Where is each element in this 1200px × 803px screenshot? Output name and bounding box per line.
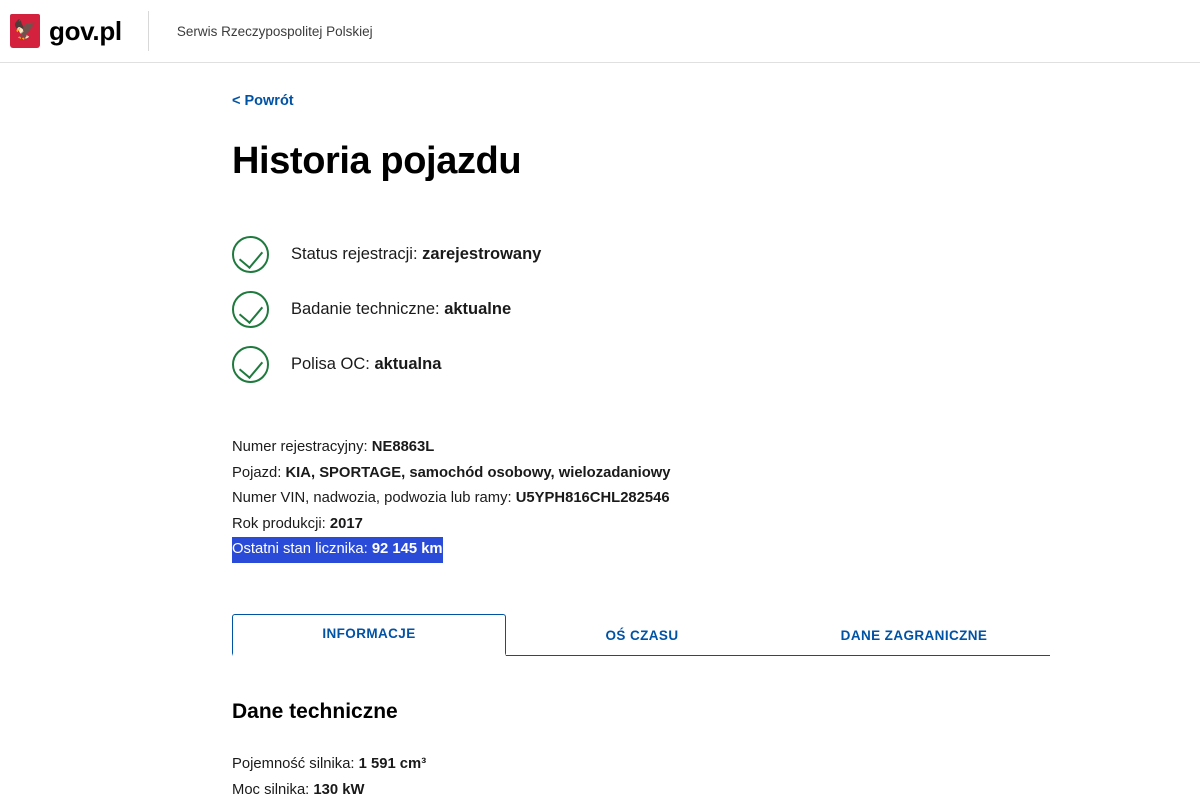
status-registration-label: Status rejestracji:	[291, 245, 418, 263]
check-circle-icon	[232, 236, 269, 273]
detail-mileage-label: Ostatni stan licznika:	[232, 541, 368, 558]
spec-engine-power-label: Moc silnika:	[232, 781, 310, 798]
detail-mileage-selected[interactable]	[232, 537, 443, 563]
site-header	[0, 0, 1200, 63]
check-circle-icon	[232, 346, 269, 383]
status-insurance	[291, 355, 441, 374]
detail-vehicle-value: KIA, SPORTAGE, samochód osobowy, wielozadaniowy	[285, 464, 671, 481]
detail-vehicle	[232, 465, 671, 481]
detail-vin-value: U5YPH816CHL282546	[515, 490, 670, 507]
detail-plate-label: Numer rejestracyjny:	[232, 439, 368, 455]
page-title: Historia pojazdu	[232, 140, 522, 182]
spec-row-engine-power	[232, 778, 1160, 803]
technical-specs	[232, 752, 1160, 803]
status-row	[232, 337, 1160, 392]
detail-vehicle-label: Pojazd:	[232, 464, 282, 481]
service-name: Serwis Rzeczypospolitej Polskiej	[176, 23, 373, 39]
brand-name: gov.pl	[49, 15, 122, 46]
back-link[interactable]: < Powrót	[232, 93, 294, 109]
status-inspection-label: Badanie techniczne:	[291, 300, 440, 318]
tab-informacje[interactable]: INFORMACJE	[232, 614, 506, 656]
detail-plate-value: NE8863L	[371, 439, 435, 455]
detail-year	[232, 516, 363, 532]
detail-mileage-value: 92 145 km	[371, 541, 443, 558]
detail-year-label: Rok produkcji:	[232, 515, 326, 532]
brand-logo[interactable]	[10, 14, 122, 48]
status-registration	[291, 245, 541, 264]
status-list	[232, 227, 1160, 392]
tab-dane-zagraniczne[interactable]: DANE ZAGRANICZNE	[840, 627, 988, 643]
header-divider	[148, 11, 149, 51]
tab-bar	[232, 615, 1050, 656]
detail-row-year	[232, 512, 1160, 538]
eagle-glyph: 🦅	[13, 20, 37, 41]
page-content	[0, 63, 1200, 803]
detail-plate	[232, 439, 434, 455]
tab-os-czasu[interactable]: OŚ CZASU	[605, 627, 679, 643]
status-inspection-value: aktualne	[444, 300, 512, 318]
detail-row-vehicle	[232, 461, 1160, 487]
status-insurance-value: aktualna	[374, 355, 442, 373]
detail-row-plate	[232, 435, 1160, 461]
detail-vin	[232, 490, 670, 506]
status-row	[232, 227, 1160, 282]
spec-engine-capacity-value: 1 591 cm³	[358, 755, 427, 772]
status-registration-value: zarejestrowany	[422, 245, 542, 263]
spec-engine-capacity-label: Pojemność silnika:	[232, 755, 355, 772]
detail-row-mileage	[232, 537, 1160, 563]
section-title-dane-techniczne: Dane techniczne	[232, 699, 398, 723]
status-inspection	[291, 300, 511, 319]
detail-row-vin	[232, 486, 1160, 512]
detail-vin-label: Numer VIN, nadwozia, podwozia lub ramy:	[232, 490, 512, 507]
vehicle-details	[232, 435, 1160, 563]
detail-year-value: 2017	[329, 515, 363, 532]
status-insurance-label: Polisa OC:	[291, 355, 370, 373]
polish-eagle-emblem-icon	[10, 14, 40, 48]
check-circle-icon	[232, 291, 269, 328]
spec-row-engine-capacity	[232, 752, 1160, 778]
status-row	[232, 282, 1160, 337]
spec-engine-power-value: 130 kW	[313, 781, 365, 798]
